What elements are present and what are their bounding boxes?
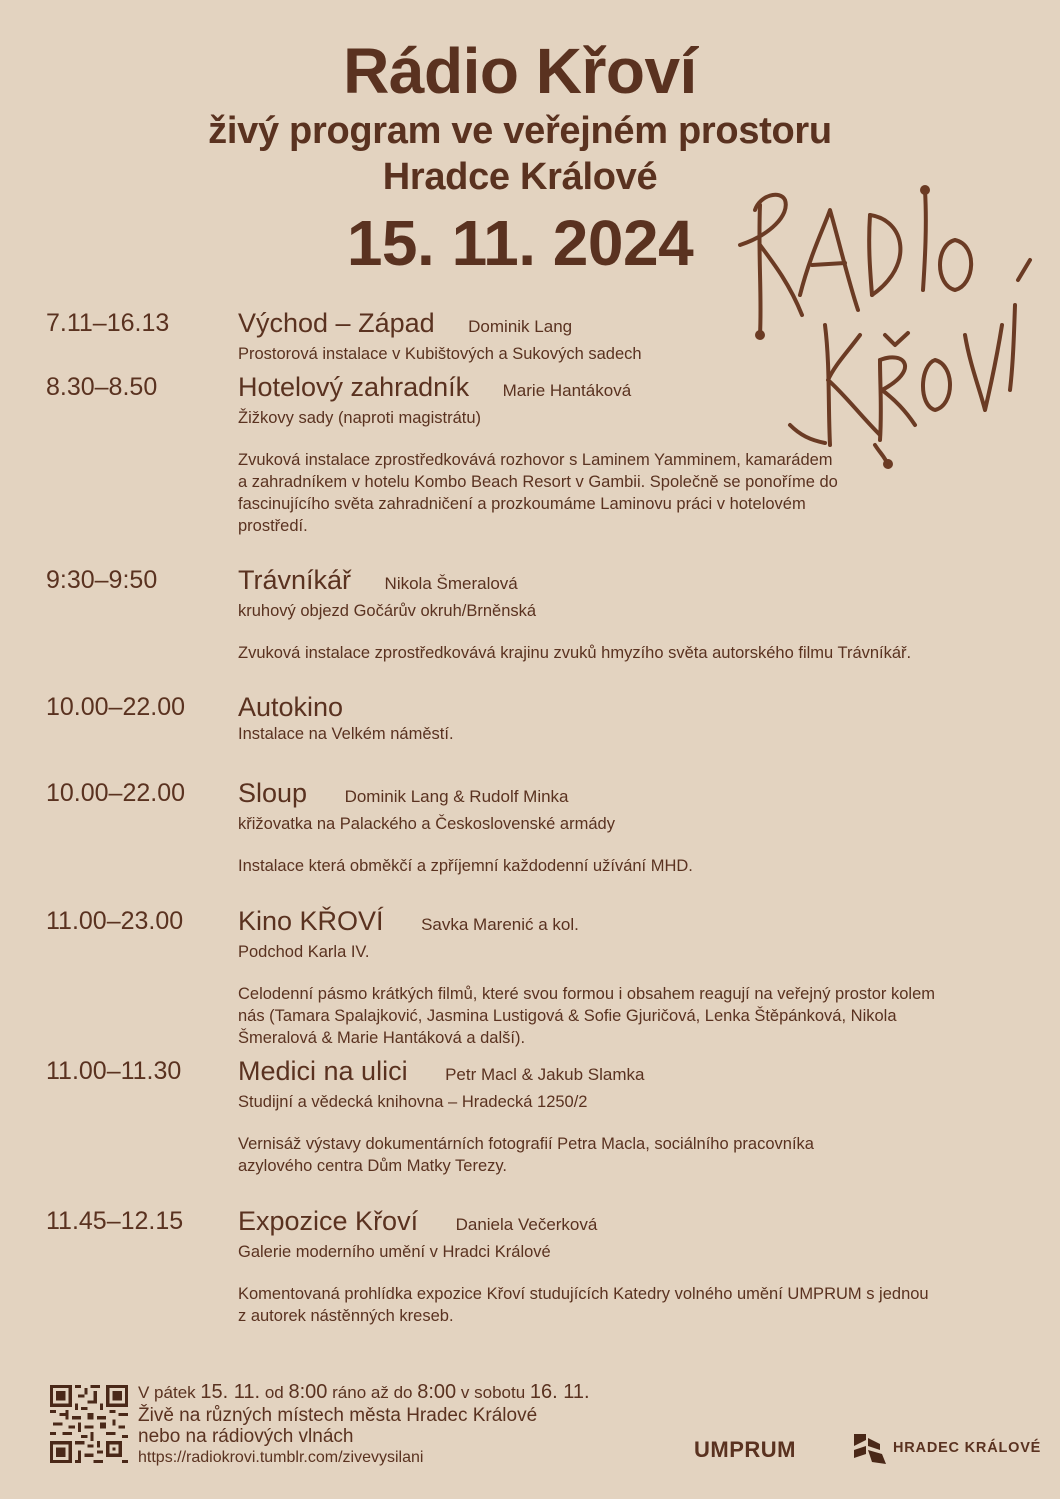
event-title: Východ – Západ [238, 308, 435, 338]
broadcast-time: V pátek 15. 11. od 8:00 ráno až do 8:00 v sobotu 16. 11. [138, 1381, 590, 1403]
event-author: Dominik Lang [468, 317, 573, 336]
event-title: Medici na ulici [238, 1056, 408, 1086]
event-time: 7.11–16.13 [46, 309, 170, 337]
event-location: Studijní a vědecká knihovna – Hradecká 1250/2 [238, 1093, 588, 1111]
event-location: Podchod Karla IV. [238, 943, 370, 961]
footer-info [138, 1380, 698, 1469]
qr-code-icon[interactable] [50, 1385, 128, 1463]
broadcast-radio: nebo na rádiových vlnách [138, 1426, 354, 1447]
event-time: 9:30–9:50 [46, 566, 158, 594]
event-time: 11.00–23.00 [46, 907, 184, 935]
event-description: Celodenní pásmo krátkých filmů, které svou formou i obsahem reagují na veřejný prostor kolem nás (Tamara Spalajković, Jasmina Lustigová & Sofie Gjuričová, Lenka Štěpánková, Nikola Šmeralová & Marie Hantáková a další). [238, 985, 935, 1047]
event-location: Galerie moderního umění v Hradci Králové [238, 1243, 551, 1261]
event-date: 15. 11. 2024 [346, 207, 694, 279]
broadcast-url-link[interactable]: https://radiokrovi.tumblr.com/zivevysilani [138, 1449, 424, 1466]
event-location: Žižkovy sady (naproti magistrátu) [238, 409, 481, 427]
event-description: Instalace která obměkčí a zpříjemní každodenní užívání MHD. [238, 857, 693, 875]
event-author: Dominik Lang & Rudolf Minka [344, 787, 569, 806]
event-title: Trávníkář [238, 565, 352, 595]
event-location: Instalace na Velkém náměstí. [238, 725, 454, 743]
event-location: kruhový objezd Gočárův okruh/Brněnská [238, 602, 537, 620]
broadcast-places: Živě na různých místech města Hradec Králové [138, 1405, 538, 1426]
event-description: Komentovaná prohlídka expozice Křoví studujících Katedry volného umění UMPRUM s jednou z autorek nástěnných kreseb. [238, 1285, 929, 1325]
event-description: Zvuková instalace zprostředkovává rozhovor s Laminem Yamminem, kamarádem a zahradníkem v hotelu Kombo Beach Resort v Gambii. Společně se ponoříme do fascinujícího světa zahradničení a prozkoumáme Laminovu práci v hotelovém prostředí. [238, 451, 838, 535]
event-location: Prostorová instalace v Kubištových a Sukových sadech [238, 345, 642, 363]
event-time: 10.00–22.00 [46, 779, 186, 807]
event-time: 11.45–12.15 [46, 1207, 184, 1235]
event-description: Vernisáž výstavy dokumentárních fotografií Petra Macla, sociálního pracovníka azylového centra Dům Matky Terezy. [238, 1135, 814, 1175]
hradec-kralove-logo-text: HRADEC KRÁLOVÉ [893, 1440, 1042, 1456]
event-time: 11.00–11.30 [46, 1057, 182, 1085]
event-author: Daniela Večerková [455, 1215, 598, 1234]
hradec-kralove-logo-icon [852, 1432, 888, 1466]
event-author: Marie Hantáková [502, 381, 632, 400]
event-location: křižovatka na Palackého a Československé armády [238, 815, 615, 833]
umprum-logo: UMPRUM [694, 1437, 796, 1462]
event-author: Nikola Šmeralová [384, 574, 518, 593]
event-title: Sloup [238, 778, 308, 808]
event-title: Hotelový zahradník [238, 372, 470, 402]
event-title: Autokino [238, 692, 344, 722]
event-description: Zvuková instalace zprostředkovává krajinu zvuků hmyzího světa autorského filmu Trávníkář. [238, 644, 912, 662]
subtitle-line-1: živý program ve veřejném prostoru [208, 110, 832, 152]
event-title: Expozice Křoví [238, 1206, 419, 1236]
event-time: 10.00–22.00 [46, 693, 186, 721]
event-author: Savka Marenić a kol. [421, 915, 579, 934]
page-title: Rádio Křoví [343, 35, 697, 107]
event-title: Kino KŘOVÍ [238, 906, 384, 936]
event-author: Petr Macl & Jakub Slamka [445, 1065, 645, 1084]
subtitle-line-2: Hradce Králové [382, 156, 658, 198]
event-time: 8.30–8.50 [46, 373, 158, 401]
